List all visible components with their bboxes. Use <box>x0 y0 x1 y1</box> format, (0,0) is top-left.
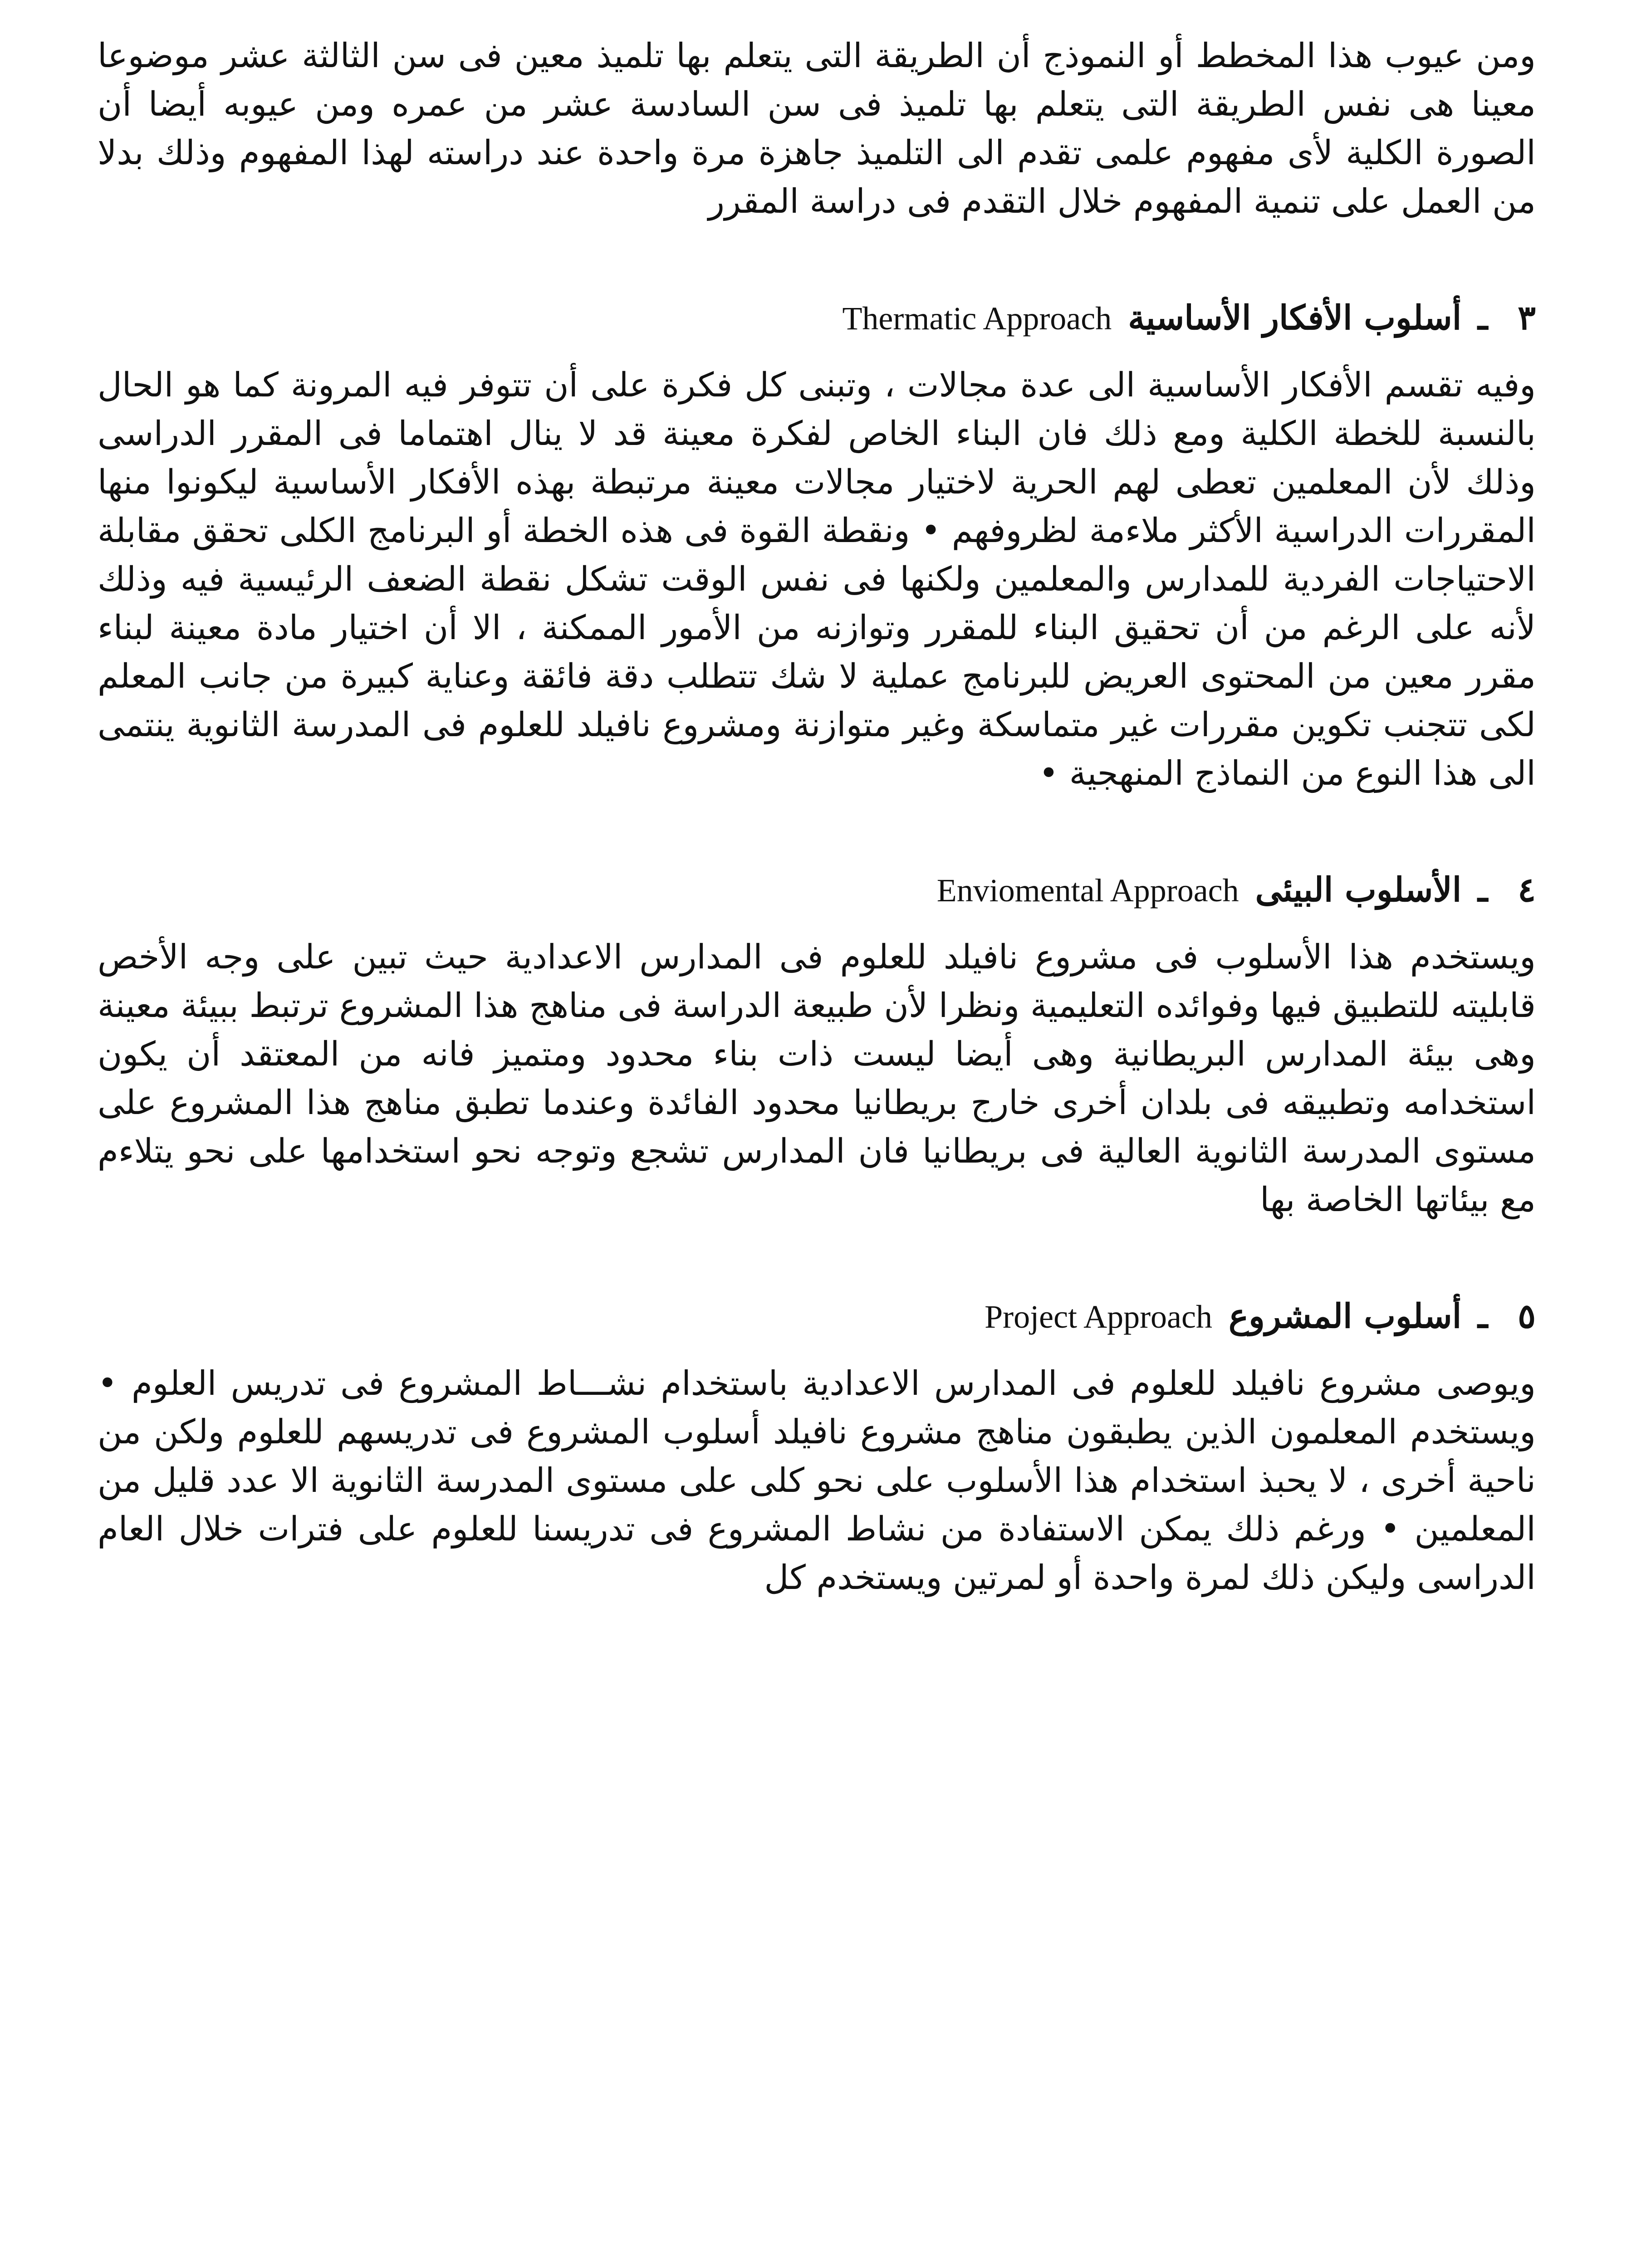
section-title-en: Enviomental Approach <box>936 872 1239 909</box>
section-heading-3 <box>98 294 1536 343</box>
section-title-en: Thermatic Approach <box>842 300 1112 337</box>
spacer <box>98 798 1536 866</box>
section-number: ٥ <box>1518 1297 1536 1336</box>
spacer <box>98 1341 1536 1359</box>
section-body-5: ويوصى مشروع نافيلد للعلوم فى المدارس الاعدادية باستخدام نشـــاط المشروع فى تدريس العلوم • ويستخدم المعلمون الذين يطبقون مناهج مشروع نافيلد أسلوب المشروع فى تدريسهم للعلوم ولكن من ناحية أخرى ، لا يحبذ استخدام هذا الأسلوب على نحو كلى على مستوى المدرسة الثانوية الا عدد قليل من المعلمين • ورغم ذلك يمكن الاستفادة من نشاط المشروع فى تدريسنا للعلوم على فترات خلال العام الدراسى وليكن ذلك لمرة واحدة أو لمرتين ويستخدم كل <box>98 1364 1536 1597</box>
spacer <box>98 1224 1536 1292</box>
heading-dash: ـ <box>1478 298 1488 337</box>
section-heading-4 <box>98 866 1536 915</box>
section-number: ٣ <box>1518 298 1536 337</box>
section-title-ar: الأسلوب البيئى <box>1255 870 1462 909</box>
heading-dash: ـ <box>1478 1297 1488 1336</box>
intro-paragraph: ومن عيوب هذا المخطط أو النموذج أن الطريقة التى يتعلم بها تلميذ معين فى سن الثالثة عشر موضوعا معينا هى نفس الطريقة التى يتعلم بها تلميذ فى سن السادسة عشر من عمره ومن عيوبه أيضا أن الصورة الكلية لأى مفهوم علمى تقدم الى التلميذ جاهزة مرة واحدة عند دراسته لهذا المفهوم وذلك بدلا من العمل على تنمية المفهوم خلال التقدم فى دراسة المقرر <box>98 36 1536 221</box>
section-body-3: وفيه تقسم الأفكار الأساسية الى عدة مجالات ، وتبنى كل فكرة على أن تتوفر فيه المرونة كما هو الحال بالنسبة للخطة الكلية ومع ذلك فان البناء الخاص لفكرة معينة قد لا ينال اهتماما فى المقرر الدراسى وذلك لأن المعلمين تعطى لهم الحرية لاختيار مجالات معينة مرتبطة بهذه الأفكار الأساسية ليكونوا منها المقررات الدراسية الأكثر ملاءمة لظروفهم • ونقطة القوة فى هذه الخطة أو البرنامج الكلى تحقق مقابلة الاحتياجات الفردية للمدارس والمعلمين ولكنها فى نفس الوقت تشكل نقطة الضعف الرئيسية فيه وذلك لأنه على الرغم من أن تحقيق البناء للمقرر وتوازنه من الأمور الممكنة ، الا أن اختيار مادة معينة لبناء مقرر معين من المحتوى العريض للبرنامج عملية لا شك تتطلب دقة فائقة وعناية كبيرة من جانب المعلم لكى تتجنب تكوين مقررات غير متماسكة وغير متوازنة ومشروع نافيلد للعلوم فى المدرسة الثانوية ينتمى الى هذا النوع من النماذج المنهجية • <box>98 366 1536 793</box>
spacer <box>98 343 1536 361</box>
section-title-ar: أسلوب المشروع <box>1228 1297 1462 1336</box>
spacer <box>98 915 1536 933</box>
spacer <box>98 226 1536 294</box>
section-title-ar: أسلوب الأفكار الأساسية <box>1128 298 1462 337</box>
page-content <box>98 32 1536 1602</box>
heading-dash: ـ <box>1478 870 1488 909</box>
section-body-4: ويستخدم هذا الأسلوب فى مشروع نافيلد للعلوم فى المدارس الاعدادية حيث تبين على وجه الأخص قابليته للتطبيق فيها وفوائده التعليمية ونظرا لأن طبيعة الدراسة فى مناهج هذا المشروع ترتبط ببيئة معينة وهى بيئة المدارس البريطانية وهى أيضا ليست ذات بناء محدود ومتميز فانه من المعتقد أن يكون استخدامه وتطبيقه فى بلدان أخرى خارج بريطانيا محدود الفائدة وعندما تطبق مناهج هذا المشروع على مستوى المدرسة الثانوية العالية فى بريطانيا فان المدارس تشجع وتوجه نحو استخدامها على نحو يتلاءم مع بيئاتها الخاصة بها <box>98 938 1536 1219</box>
section-heading-5 <box>98 1292 1536 1341</box>
section-number: ٤ <box>1518 870 1536 909</box>
section-title-en: Project Approach <box>985 1299 1212 1335</box>
